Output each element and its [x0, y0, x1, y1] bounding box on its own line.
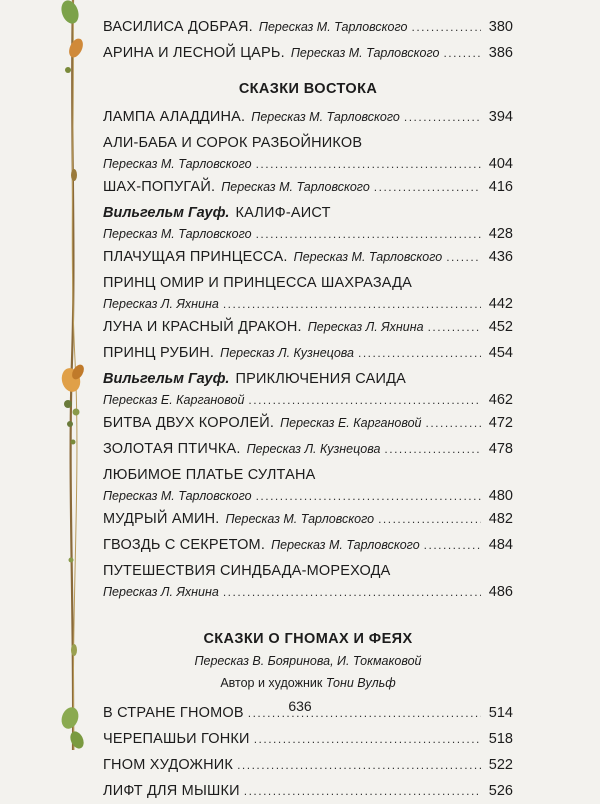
entry-reteller: Пересказ М. Тарловского [103, 157, 252, 171]
toc-entry[interactable] [103, 410, 513, 436]
leader-dots [374, 174, 481, 200]
entry-page: 472 [488, 415, 513, 431]
entry-page: 394 [488, 109, 513, 125]
entry-reteller: Пересказ М. Тарловского [103, 227, 252, 241]
toc-entry[interactable] [103, 462, 513, 506]
toc-entry[interactable] [103, 558, 513, 602]
toc-entry[interactable] [103, 778, 513, 804]
entry-page: 436 [488, 249, 513, 265]
toc-entry[interactable] [103, 174, 513, 200]
toc-entry[interactable] [103, 366, 513, 410]
entry-title: ПРИНЦ РУБИН. [103, 345, 215, 361]
toc-entry[interactable] [103, 726, 513, 752]
entry-reteller: Пересказ М. Тарловского [258, 20, 408, 34]
leader-dots [358, 340, 481, 366]
section-retell-line [103, 652, 513, 670]
toc-entry[interactable] [103, 14, 513, 40]
entry-reteller: Пересказ Л. Кузнецова [220, 346, 354, 360]
leader-dots [248, 390, 481, 410]
entry-title: ПРИНЦ ОМИР И ПРИНЦЕССА ШАХРАЗАДА [103, 275, 413, 291]
entry-author: Вильгельм Гауф. [103, 205, 230, 221]
entry-page: 522 [488, 757, 513, 773]
entry-title: ЛЮБИМОЕ ПЛАТЬЕ СУЛТАНА [103, 467, 316, 483]
entry-reteller: Пересказ М. Тарловского [221, 180, 370, 194]
entry-page: 452 [488, 319, 513, 335]
entry-page: 380 [488, 19, 513, 35]
entry-reteller: Пересказ Л. Яхнина [103, 297, 219, 311]
entry-author: Вильгельм Гауф. [103, 371, 230, 387]
leader-dots [412, 14, 482, 40]
entry-title: ЛУНА И КРАСНЫЙ ДРАКОН. [103, 319, 302, 335]
entry-reteller: Пересказ Л. Яхнина [103, 585, 219, 599]
entry-reteller: Пересказ М. Тарловского [103, 489, 252, 503]
leader-dots [424, 532, 481, 558]
leader-dots [428, 314, 481, 340]
toc-entry[interactable] [103, 752, 513, 778]
entry-page: 386 [488, 45, 513, 61]
toc-entry[interactable] [103, 40, 513, 66]
entry-page: 404 [488, 156, 513, 172]
leader-dots [378, 506, 481, 532]
toc-entry[interactable] [103, 340, 513, 366]
entry-page: 484 [488, 537, 513, 553]
entry-page: 518 [488, 731, 513, 747]
leader-dots [425, 410, 481, 436]
entry-title: ВАСИЛИСА ДОБРАЯ. [103, 19, 253, 35]
entry-title: ЗОЛОТАЯ ПТИЧКА. [103, 441, 241, 457]
entry-page: 478 [488, 441, 513, 457]
entry-page: 526 [488, 783, 513, 799]
entry-title: ГНОМ ХУДОЖНИК [103, 757, 234, 773]
toc-entry[interactable] [103, 200, 513, 244]
entry-title: КАЛИФ-АИСТ [235, 205, 331, 221]
entry-title: ЛАМПА АЛАДДИНА. [103, 109, 246, 125]
leader-dots [443, 40, 481, 66]
section-author-name: Тони Вульф [325, 676, 396, 690]
entry-page: 486 [488, 584, 513, 600]
entry-page: 514 [488, 705, 513, 721]
entry-title: ШАХ-ПОПУГАЙ. [103, 179, 216, 195]
toc-entry[interactable] [103, 436, 513, 462]
entry-title: АРИНА И ЛЕСНОЙ ЦАРЬ. [103, 45, 285, 61]
entry-reteller: Пересказ Е. Каргановой [103, 393, 245, 407]
entry-page: 428 [488, 226, 513, 242]
leader-dots [223, 294, 481, 314]
entry-reteller: Пересказ М. Тарловского [293, 250, 443, 264]
entry-reteller: Пересказ М. Тарловского [271, 538, 420, 552]
leader-dots [446, 244, 481, 270]
entry-title: АЛИ-БАБА И СОРОК РАЗБОЙНИКОВ [103, 135, 363, 151]
toc-entry[interactable] [103, 270, 513, 314]
section-title: СКАЗКИ О ГНОМАХ И ФЕЯХ [203, 631, 413, 647]
toc-entry[interactable] [103, 506, 513, 532]
page-number: 636 [288, 698, 312, 714]
entry-page: 454 [488, 345, 513, 361]
entry-title: МУДРЫЙ АМИН. [103, 511, 220, 527]
leader-dots [404, 104, 481, 130]
section-gnomes-entries [103, 700, 513, 804]
leader-dots [256, 486, 481, 506]
vine-decoration [58, 0, 88, 750]
toc-entry[interactable] [103, 532, 513, 558]
entry-title: ПРИКЛЮЧЕНИЯ САИДА [235, 371, 406, 387]
toc-entry[interactable] [103, 314, 513, 340]
entry-reteller: Пересказ Л. Кузнецова [246, 442, 381, 456]
leader-dots [254, 726, 481, 752]
leader-dots [256, 154, 481, 174]
entry-page: 416 [488, 179, 513, 195]
entry-title: ЧЕРЕПАШЬИ ГОНКИ [103, 731, 250, 747]
entry-title: БИТВА ДВУХ КОРОЛЕЙ. [103, 415, 275, 431]
entry-title: ГВОЗДЬ С СЕКРЕТОМ. [103, 537, 266, 553]
entry-page: 462 [488, 392, 513, 408]
section-author-line [103, 674, 513, 692]
entry-title: ПЛАЧУЩАЯ ПРИНЦЕССА. [103, 249, 288, 265]
leader-dots [237, 752, 481, 778]
entry-page: 482 [488, 511, 513, 527]
toc-entry[interactable] [103, 244, 513, 270]
section-title: СКАЗКИ ВОСТОКА [238, 81, 378, 97]
section-retellers: Пересказ В. Бояринова, И. Токмаковой [194, 654, 422, 668]
leader-dots [244, 778, 481, 804]
entry-reteller: Пересказ М. Тарловского [251, 110, 400, 124]
leader-dots [223, 582, 481, 602]
entry-reteller: Пересказ Л. Яхнина [307, 320, 424, 334]
entry-reteller: Пересказ М. Тарловского [225, 512, 375, 526]
entry-page: 442 [488, 296, 513, 312]
table-of-contents [103, 14, 513, 804]
section-east-entries [103, 104, 513, 602]
entry-title: ЛИФТ ДЛЯ МЫШКИ [103, 783, 240, 799]
section-author-prefix: Автор и художник [220, 676, 323, 690]
entry-reteller: Пересказ Е. Каргановой [280, 416, 422, 430]
entry-title: В СТРАНЕ ГНОМОВ [103, 705, 244, 721]
entry-page: 480 [488, 488, 513, 504]
entry-reteller: Пересказ М. Тарловского [290, 46, 440, 60]
leader-dots [256, 224, 481, 244]
top-entries [103, 14, 513, 66]
entry-title: ПУТЕШЕСТВИЯ СИНДБАДА-МОРЕХОДА [103, 563, 391, 579]
toc-entry[interactable] [103, 104, 513, 130]
toc-entry[interactable] [103, 130, 513, 174]
leader-dots [384, 436, 481, 462]
